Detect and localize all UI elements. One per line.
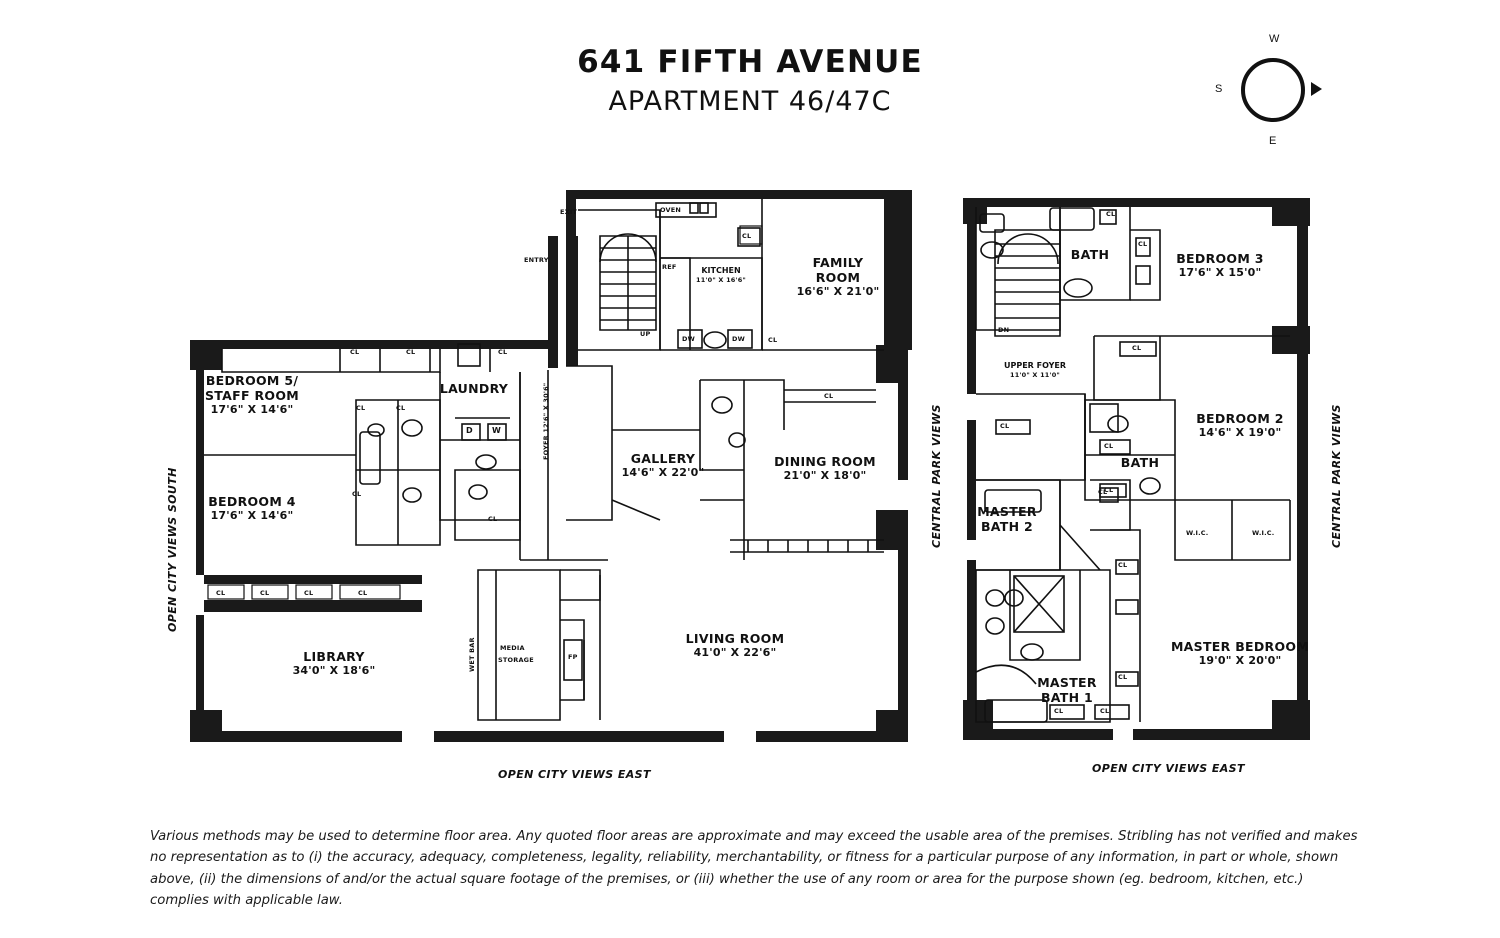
room-label-kitchen: KITCHEN 11'0" X 16'6" (695, 266, 747, 285)
label-closet-bath2-a: CL (1104, 442, 1114, 450)
view-label-open-city-views-east-upper: OPEN CITY VIEWS EAST (1092, 762, 1245, 775)
view-label-central-park-views-upper: CENTRAL PARK VIEWS (1330, 404, 1343, 548)
label-closet-lib-b: CL (260, 589, 270, 597)
label-wic-2: W.I.C. (1252, 529, 1275, 537)
room-label-family-room: FAMILY ROOM 16'6" X 21'0" (796, 255, 880, 298)
room-label-gallery: GALLERY 14'6" X 22'0" (621, 451, 705, 479)
label-closet-lib-d: CL (358, 589, 368, 597)
label-wet-bar: WET BAR (468, 637, 476, 672)
room-label-master-bath-2: MASTER BATH 2 (977, 504, 1037, 534)
label-media: MEDIA (500, 644, 525, 652)
label-closet-master-a: CL (1118, 561, 1128, 569)
label-entry: ENTRY (524, 256, 549, 264)
label-closet-dining: CL (824, 392, 834, 400)
label-closet-bath-a: CL (356, 404, 366, 412)
label-closet-mbath-b: CL (1100, 707, 1110, 715)
room-label-dining-room: DINING ROOM 21'0" X 18'0" (774, 454, 876, 482)
label-closet-foyer: CL (1000, 422, 1010, 430)
label-exit: EXIT (560, 208, 578, 216)
label-closet-bed5-a: CL (350, 348, 360, 356)
label-closet-bath-b: CL (396, 404, 406, 412)
label-up: UP (640, 330, 651, 338)
room-label-bath-master-wing: BATH (1120, 455, 1160, 470)
view-label-open-city-views-south: OPEN CITY VIEWS SOUTH (166, 467, 179, 632)
label-closet-bath2-b: CL (1104, 486, 1114, 494)
page-subtitle: APARTMENT 46/47C (608, 86, 892, 117)
label-oven: OVEN (660, 206, 682, 214)
room-label-bedroom-2: BEDROOM 2 14'6" X 19'0" (1196, 411, 1284, 439)
label-ref: REF (662, 263, 677, 271)
label-down-stairs: DN (998, 326, 1010, 334)
label-dishwasher-1: DW (682, 335, 695, 343)
room-label-master-bedroom: MASTER BEDROOM 19'0" X 20'0" (1170, 639, 1310, 667)
label-closet-bed4: CL (352, 490, 362, 498)
label-closet-bed3: CL (1132, 344, 1142, 352)
label-closet-mbath-a: CL (1054, 707, 1064, 715)
room-label-bath-upper: BATH (1070, 247, 1110, 262)
room-label-bedroom-3: BEDROOM 3 17'6" X 15'0" (1176, 251, 1264, 279)
label-closet-bed5-b: CL (406, 348, 416, 356)
room-label-upper-foyer: UPPER FOYER 11'0" X 11'0" (1003, 361, 1067, 380)
label-foyer: FOYER 12'6" X 30'6" (542, 382, 550, 460)
compass-label-north: W (1269, 33, 1280, 45)
room-label-library: LIBRARY 34'0" X 18'6" (292, 649, 376, 677)
disclaimer-text: Various methods may be used to determine floor area. Any quoted floor areas are approximate and may exceed the usable area of the premises. Stribling has not verified and makes no representation as to (i) the accuracy, adequacy, completeness, legality, reliability, merchantability, or fitness for a particular purpose of any information, in part or whole, shown above, (ii) the dimensions of and/or the actual square footage of the premises, or (iii) whether the use of any room or area for the purpose shown (eg. bedroom, kitchen, etc.) complies with applicable law. (150, 829, 1358, 909)
view-label-central-park-views-lower: CENTRAL PARK VIEWS (930, 404, 943, 548)
label-closet-hall: CL (488, 515, 498, 523)
page-title: 641 FIFTH AVENUE (577, 44, 923, 80)
label-closet-master-b: CL (1118, 673, 1128, 681)
label-wic-1: W.I.C. (1186, 529, 1209, 537)
label-closet-hall-upper: CL (1098, 488, 1108, 496)
label-closet-kitchen: CL (742, 232, 752, 240)
room-label-living-room: LIVING ROOM 41'0" X 22'6" (685, 631, 785, 659)
room-label-bedroom-4: BEDROOM 4 17'6" X 14'6" (208, 494, 296, 522)
label-closet-laundry: CL (498, 348, 508, 356)
label-washer: W (492, 426, 501, 435)
label-closet-upper-b: CL (1138, 240, 1148, 248)
label-dryer: D (466, 426, 473, 435)
label-closet-pantry: CL (768, 336, 778, 344)
compass-label-west: S (1215, 83, 1223, 95)
room-label-bedroom-5: BEDROOM 5/ STAFF ROOM 17'6" X 14'6" (205, 373, 299, 416)
compass-label-south: E (1269, 135, 1277, 147)
label-closet-lib-a: CL (216, 589, 226, 597)
label-dishwasher-2: DW (732, 335, 745, 343)
label-closet-lib-c: CL (304, 589, 314, 597)
view-label-open-city-views-east-lower: OPEN CITY VIEWS EAST (498, 768, 651, 781)
label-storage: STORAGE (498, 656, 534, 664)
room-label-laundry: LAUNDRY (439, 381, 509, 396)
room-label-master-bath-1: MASTER BATH 1 (1037, 675, 1097, 705)
label-closet-upper-a: CL (1106, 210, 1116, 218)
label-fireplace: FP (568, 653, 578, 661)
